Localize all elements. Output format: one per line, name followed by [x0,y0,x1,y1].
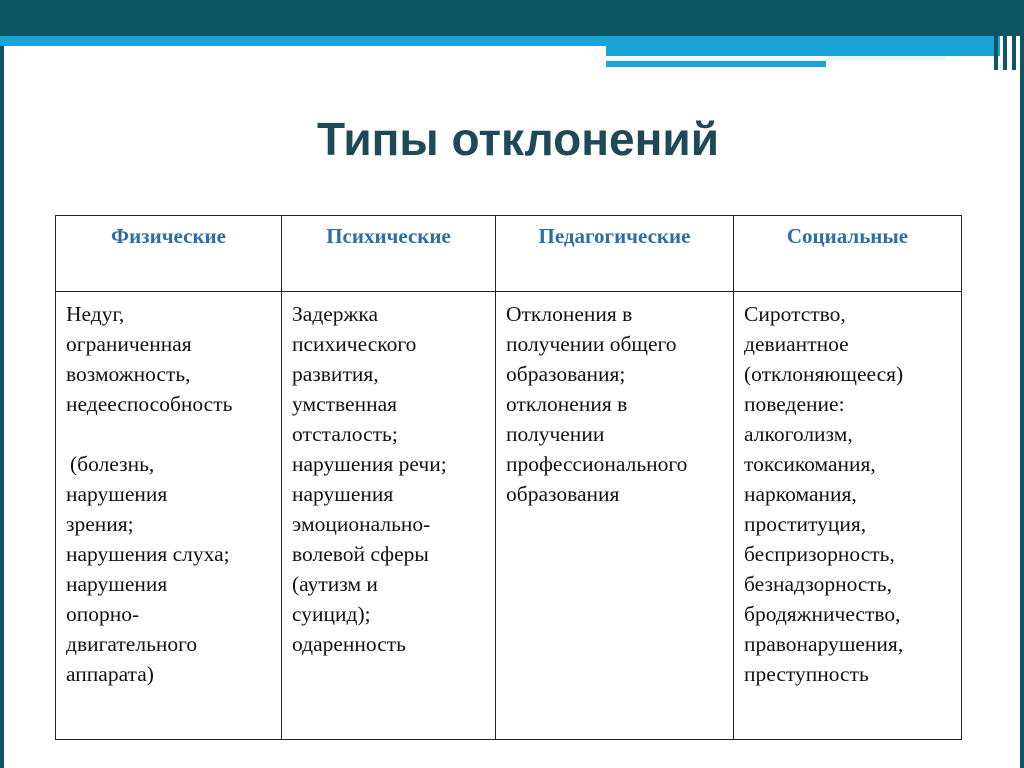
cell-line: возможность, [66,362,191,386]
header-physical: Физические [56,216,282,292]
cell-line: наркомания, [744,482,857,506]
cell-line: образования [506,482,620,506]
cell-line: суицид); [292,602,371,626]
cell-line: правонарушения, [744,632,904,656]
cell-line: поведение: [744,392,845,416]
cell-line: безнадзорность, [744,572,892,596]
cell-line: нарушения [292,482,394,506]
cell-pedagogical [496,292,734,740]
cell-line: недееспособность [66,392,233,416]
cell-line: отклонения в [506,392,628,416]
deviation-types-table [55,215,962,740]
cell-line: проституция, [744,512,867,536]
header-mental: Психические [282,216,496,292]
cell-line: токсикомания, [744,452,876,476]
cell-line: бродяжничество, [744,602,901,626]
cell-line: беспризорность, [744,542,895,566]
header-bar-thin-pale [826,56,946,60]
cell-line: развития, [292,362,379,386]
cell-line: нарушения [66,572,168,596]
cell-line: получении [506,422,605,446]
cell-line: (отклоняющееся) [744,362,904,386]
cell-line: Задержка [292,302,379,326]
cell-line: аппарата) [66,662,154,686]
header-social: Социальные [734,216,962,292]
header-bar-dark [0,0,1024,36]
cell-line: зрения; [66,512,134,536]
cell-line: образования; [506,362,626,386]
cell-gap [66,419,271,449]
cell-mental [282,292,496,740]
cell-line: умственная [292,392,398,416]
cell-line: одаренность [292,632,406,656]
cell-line: отсталость; [292,422,398,446]
cell-physical [56,292,282,740]
table-row [56,292,962,740]
cell-social [734,292,962,740]
cell-line: (аутизм и [292,572,378,596]
cell-line: преступность [744,662,869,686]
cell-line: Сиротство, [744,302,846,326]
header-stripe [1012,0,1016,70]
cell-line: нарушения слуха; [66,542,230,566]
cell-line: (болезнь, [70,452,155,476]
header-stripe [994,0,998,70]
table-header-row [56,216,962,292]
cell-line: профессионального [506,452,688,476]
header-pedagogical: Педагогические [496,216,734,292]
header-stripe [1003,0,1007,70]
header-bar-light [0,36,1000,46]
cell-line: двигательного [66,632,198,656]
cell-line: волевой сферы [292,542,429,566]
cell-line: нарушения [66,482,168,506]
cell-line: получении общего [506,332,677,356]
cell-line: девиантное [744,332,849,356]
header-bar-light-step [606,46,1000,56]
cell-line: Недуг, [66,302,125,326]
header-bar-thin [606,61,826,67]
cell-line: опорно- [66,602,140,626]
cell-line: психического [292,332,417,356]
cell-line: Отклонения в [506,302,633,326]
cell-line: эмоционально- [292,512,431,536]
cell-line: алкоголизм, [744,422,853,446]
cell-line: ограниченная [66,332,192,356]
cell-line: нарушения речи; [292,452,447,476]
slide-title: Типы отклонений [317,113,719,165]
